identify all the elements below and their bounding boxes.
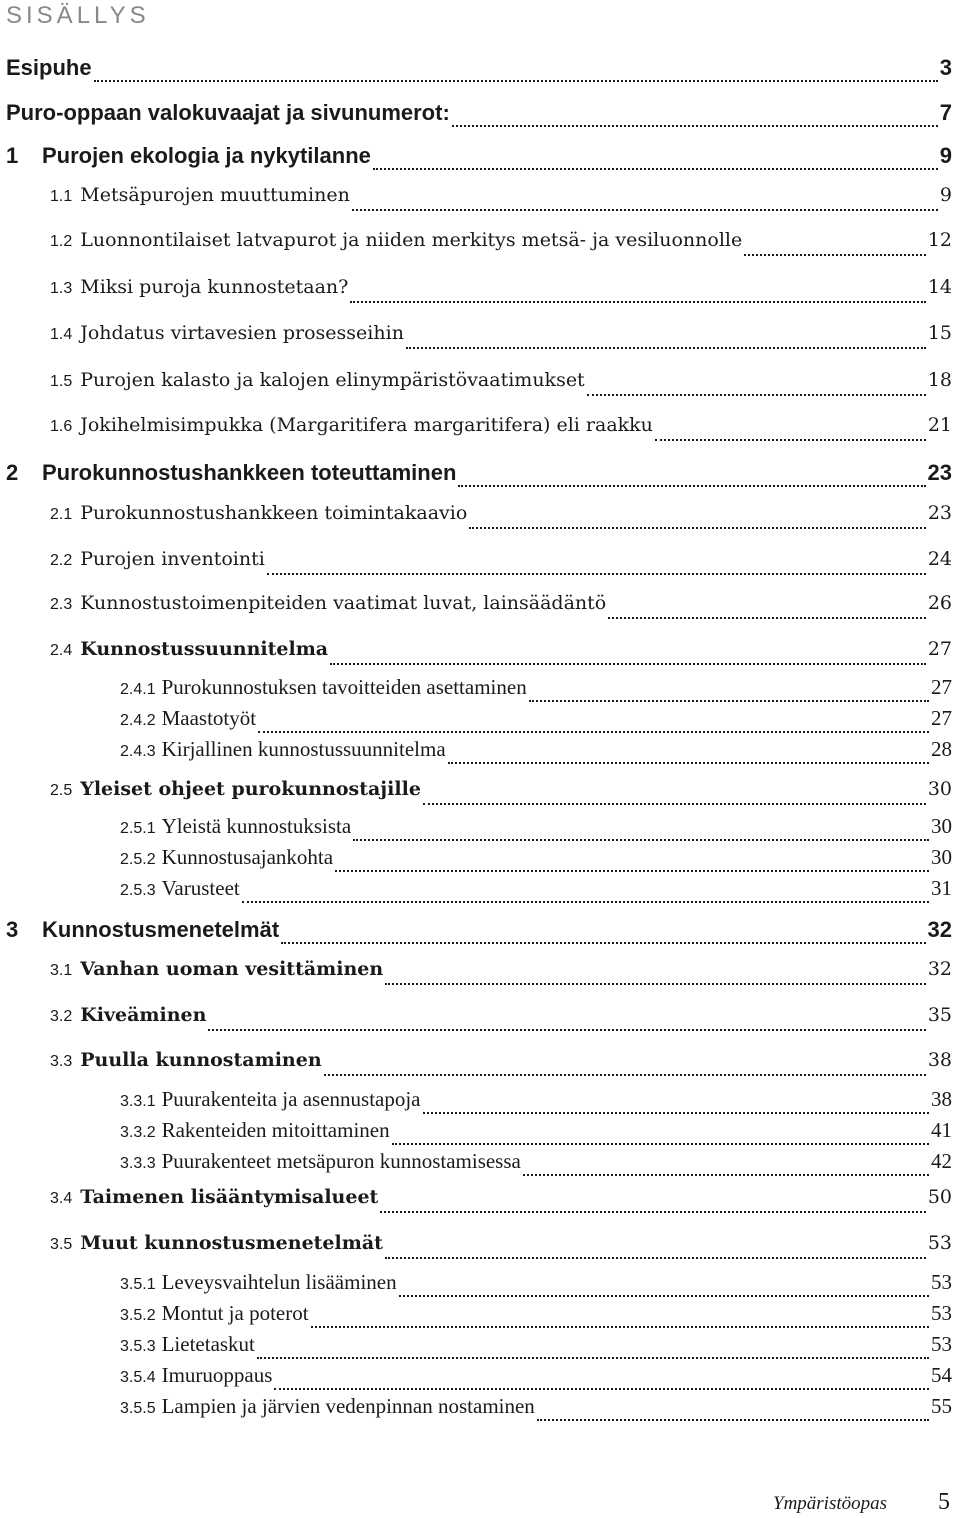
toc-entry-title: Lampien ja järvien vedenpinnan nostaminen — [161, 1394, 535, 1418]
toc-entry — [50, 638, 952, 672]
toc-entry-title: Puurakenteita ja asennustapoja — [161, 1087, 421, 1111]
toc-entry — [50, 414, 952, 448]
dot-leader — [385, 983, 926, 985]
toc-entry-title: Johdatus virtavesien prosesseihin — [80, 322, 404, 344]
toc-entry — [50, 1186, 952, 1220]
toc-entry-page: 27 — [931, 706, 952, 730]
dot-leader — [385, 1257, 926, 1259]
dot-leader — [608, 617, 926, 619]
dot-leader — [330, 663, 926, 665]
toc-entry — [120, 1363, 952, 1397]
toc-entry-number: 3.3.2 — [120, 1124, 156, 1141]
toc-entry-number: 3.5.1 — [120, 1276, 156, 1293]
toc-entry — [120, 845, 952, 879]
toc-entry — [120, 1087, 952, 1121]
toc-entry-page: 26 — [927, 592, 952, 614]
toc-entry — [50, 1049, 952, 1083]
toc-entry — [50, 548, 952, 582]
toc-entry-title: Purojen ekologia ja nykytilanne — [42, 143, 371, 168]
toc-entry-number: 1.6 — [50, 418, 73, 435]
toc-entry-page: 3 — [939, 55, 952, 80]
toc-entry-number: 3.2 — [50, 1008, 73, 1025]
toc-entry — [50, 229, 952, 263]
toc-entry-title: Rakenteiden mitoittaminen — [161, 1118, 390, 1142]
toc-entry — [120, 814, 952, 848]
toc-entry-page: 32 — [927, 958, 952, 980]
toc-entry-number: 2.4.2 — [120, 712, 156, 729]
toc-entry-title: Yleistä kunnostuksista — [161, 814, 352, 838]
toc-entry — [120, 876, 952, 910]
toc-entry-number: 3.4 — [50, 1190, 73, 1207]
toc-entry — [6, 100, 952, 134]
toc-entry-title: Taimenen lisääntymisalueet — [80, 1186, 379, 1208]
dot-leader — [392, 1143, 929, 1145]
toc-entry-number: 3 — [6, 917, 19, 942]
toc-entry-number: 3.3 — [50, 1053, 73, 1070]
dot-leader — [274, 1388, 929, 1390]
toc-entry — [120, 1301, 952, 1335]
toc-entry — [50, 778, 952, 812]
toc-entry-page: 38 — [927, 1049, 952, 1071]
toc-entry-page: 50 — [927, 1186, 952, 1208]
toc-entry-title: Lietetaskut — [161, 1332, 255, 1356]
toc-entry-page: 24 — [927, 548, 952, 570]
toc-entry-title: Kunnostusmenetelmät — [42, 917, 280, 942]
toc-entry-title: Metsäpurojen muuttuminen — [80, 184, 350, 206]
toc-entry — [120, 1118, 952, 1152]
toc-entry — [6, 460, 952, 494]
toc-entry-page: 53 — [931, 1301, 952, 1325]
dot-leader — [448, 762, 929, 764]
toc-entry-number: 2.1 — [50, 506, 73, 523]
toc-entry — [6, 917, 952, 951]
dot-leader — [208, 1029, 925, 1031]
toc-entry-number: 3.1 — [50, 962, 73, 979]
toc-entry-title: Kiveäminen — [80, 1004, 207, 1026]
toc-entry-title: Purokunnostushankkeen toimintakaavio — [80, 502, 468, 524]
dot-leader — [655, 439, 926, 441]
toc-entry-page: 54 — [931, 1363, 952, 1387]
toc-entry-page: 21 — [927, 414, 952, 436]
toc-entry — [50, 276, 952, 310]
toc-entry-page: 41 — [931, 1118, 952, 1142]
dot-leader — [324, 1074, 926, 1076]
toc-entry-title: Puro-oppaan valokuvaajat ja sivunumerot: — [6, 100, 450, 125]
toc-entry-page: 53 — [931, 1332, 952, 1356]
toc-entry-title: Kirjallinen kunnostussuunnitelma — [161, 737, 446, 761]
toc-entry-title: Puulla kunnostaminen — [80, 1049, 322, 1071]
toc-entry-number: 1.4 — [50, 326, 73, 343]
toc-entry — [120, 675, 952, 709]
dot-leader — [452, 125, 938, 127]
toc-entry-number: 3.3.1 — [120, 1093, 156, 1110]
toc-entry-title: Purojen kalasto ja kalojen elinympäristövaatimukset — [80, 369, 585, 391]
toc-entry-page: 14 — [927, 276, 952, 298]
toc-entry-number: 2.2 — [50, 552, 73, 569]
toc-entry-number: 3.5.5 — [120, 1400, 156, 1417]
toc-entry-number: 3.3.3 — [120, 1155, 156, 1172]
toc-entry-title: Yleiset ohjeet purokunnostajille — [80, 778, 421, 800]
toc-entry — [50, 958, 952, 992]
toc-heading: SISÄLLYS — [6, 2, 150, 29]
toc-entry — [120, 1270, 952, 1304]
toc-entry — [120, 706, 952, 740]
dot-leader — [406, 347, 926, 349]
toc-entry-number: 1.2 — [50, 233, 73, 250]
toc-entry-title: Esipuhe — [6, 55, 92, 80]
toc-entry-page: 23 — [927, 502, 952, 524]
dot-leader — [529, 700, 929, 702]
dot-leader — [373, 168, 938, 170]
dot-leader — [94, 80, 938, 82]
toc-entry-page: 30 — [931, 845, 952, 869]
toc-entry-title: Varusteet — [161, 876, 240, 900]
toc-entry-page: 28 — [931, 737, 952, 761]
toc-entry-page: 27 — [931, 675, 952, 699]
toc-entry-number: 2 — [6, 460, 19, 485]
toc-entry-title: Purojen inventointi — [80, 548, 265, 570]
toc-entry-title: Kunnostussuunnitelma — [80, 638, 329, 660]
toc-entry-page: 35 — [927, 1004, 952, 1026]
dot-leader — [423, 1112, 929, 1114]
toc-entry-page: 42 — [931, 1149, 952, 1173]
toc-entry-page: 18 — [927, 369, 952, 391]
toc-entry-page: 9 — [939, 143, 952, 168]
toc-entry-number: 1.5 — [50, 373, 73, 390]
dot-leader — [257, 1357, 929, 1359]
footer-page-number: 5 — [938, 1489, 950, 1515]
dot-leader — [352, 209, 938, 211]
toc-entry-page: 7 — [939, 100, 952, 125]
dot-leader — [537, 1419, 929, 1421]
dot-leader — [335, 870, 929, 872]
toc-entry — [120, 1394, 952, 1428]
dot-leader — [399, 1295, 929, 1297]
toc-entry — [120, 737, 952, 771]
toc-entry-page: 23 — [927, 460, 952, 485]
toc-entry-title: Vanhan uoman vesittäminen — [80, 958, 384, 980]
toc-entry-page: 9 — [939, 184, 952, 206]
toc-entry-number: 2.3 — [50, 596, 73, 613]
toc-entry — [120, 1149, 952, 1183]
toc-entry — [50, 592, 952, 626]
toc-entry-number: 3.5.2 — [120, 1307, 156, 1324]
toc-entry-page: 53 — [931, 1270, 952, 1294]
toc-entry-page: 55 — [931, 1394, 952, 1418]
toc-entry-number: 3.5.3 — [120, 1338, 156, 1355]
dot-leader — [242, 901, 929, 903]
toc-entry-title: Maastotyöt — [161, 706, 257, 730]
toc-entry-number: 1 — [6, 143, 19, 168]
toc-entry — [50, 369, 952, 403]
toc-entry — [120, 1332, 952, 1366]
toc-entry — [50, 502, 952, 536]
dot-leader — [587, 394, 926, 396]
toc-entry-title: Miksi puroja kunnostetaan? — [80, 276, 349, 298]
toc-entry-number: 2.5 — [50, 782, 73, 799]
dot-leader — [423, 803, 926, 805]
toc-entry-page: 38 — [931, 1087, 952, 1111]
toc-entry-title: Leveysvaihtelun lisääminen — [161, 1270, 397, 1294]
toc-entry-number: 2.4.1 — [120, 681, 156, 698]
toc-entry — [50, 322, 952, 356]
toc-entry-number: 3.5.4 — [120, 1369, 156, 1386]
toc-entry-number: 1.1 — [50, 188, 73, 205]
dot-leader — [350, 301, 925, 303]
toc-entry-page: 12 — [927, 229, 952, 251]
footer-publication-label: Ympäristöopas — [773, 1493, 888, 1514]
dot-leader — [353, 839, 929, 841]
dot-leader — [258, 731, 929, 733]
toc-entry-title: Puurakenteet metsäpuron kunnostamisessa — [161, 1149, 521, 1173]
toc-entry-title: Imuruoppaus — [161, 1363, 273, 1387]
toc-entry — [50, 1004, 952, 1038]
dot-leader — [267, 573, 926, 575]
dot-leader — [281, 942, 925, 944]
toc-entry — [6, 143, 952, 177]
dot-leader — [380, 1211, 925, 1213]
dot-leader — [311, 1326, 929, 1328]
toc-entry-number: 1.3 — [50, 280, 73, 297]
toc-entry-page: 27 — [927, 638, 952, 660]
dot-leader — [744, 254, 926, 256]
toc-entry-page: 30 — [931, 814, 952, 838]
dot-leader — [469, 527, 926, 529]
toc-entry-number: 2.4 — [50, 642, 73, 659]
toc-entry-page: 32 — [927, 917, 952, 942]
toc-entry-title: Montut ja poterot — [161, 1301, 309, 1325]
toc-entry-title: Kunnostustoimenpiteiden vaatimat luvat, lainsäädäntö — [80, 592, 607, 614]
toc-entry-page: 53 — [927, 1232, 952, 1254]
toc-entry-page: 31 — [931, 876, 952, 900]
toc-entry-title: Purokunnostushankkeen toteuttaminen — [42, 460, 457, 485]
toc-entry-number: 2.5.1 — [120, 820, 156, 837]
toc-entry-number: 2.5.2 — [120, 851, 156, 868]
dot-leader — [523, 1174, 929, 1176]
toc-entry-number: 3.5 — [50, 1236, 73, 1253]
toc-entry — [50, 184, 952, 218]
toc-entry-title: Jokihelmisimpukka (Margaritifera margaritifera) eli raakku — [80, 414, 653, 436]
toc-entry-number: 2.5.3 — [120, 882, 156, 899]
toc-entry — [6, 55, 952, 89]
dot-leader — [458, 485, 925, 487]
toc-entry-title: Purokunnostuksen tavoitteiden asettaminen — [161, 675, 527, 699]
toc-entry-number: 2.4.3 — [120, 743, 156, 760]
toc-entry-page: 30 — [927, 778, 952, 800]
toc-entry-title: Muut kunnostusmenetelmät — [80, 1232, 383, 1254]
toc-entry-page: 15 — [927, 322, 952, 344]
toc-entry-title: Kunnostusajankohta — [161, 845, 334, 869]
toc-entry-title: Luonnontilaiset latvapurot ja niiden merkitys metsä- ja vesiluonnolle — [80, 229, 743, 251]
toc-entry — [50, 1232, 952, 1266]
